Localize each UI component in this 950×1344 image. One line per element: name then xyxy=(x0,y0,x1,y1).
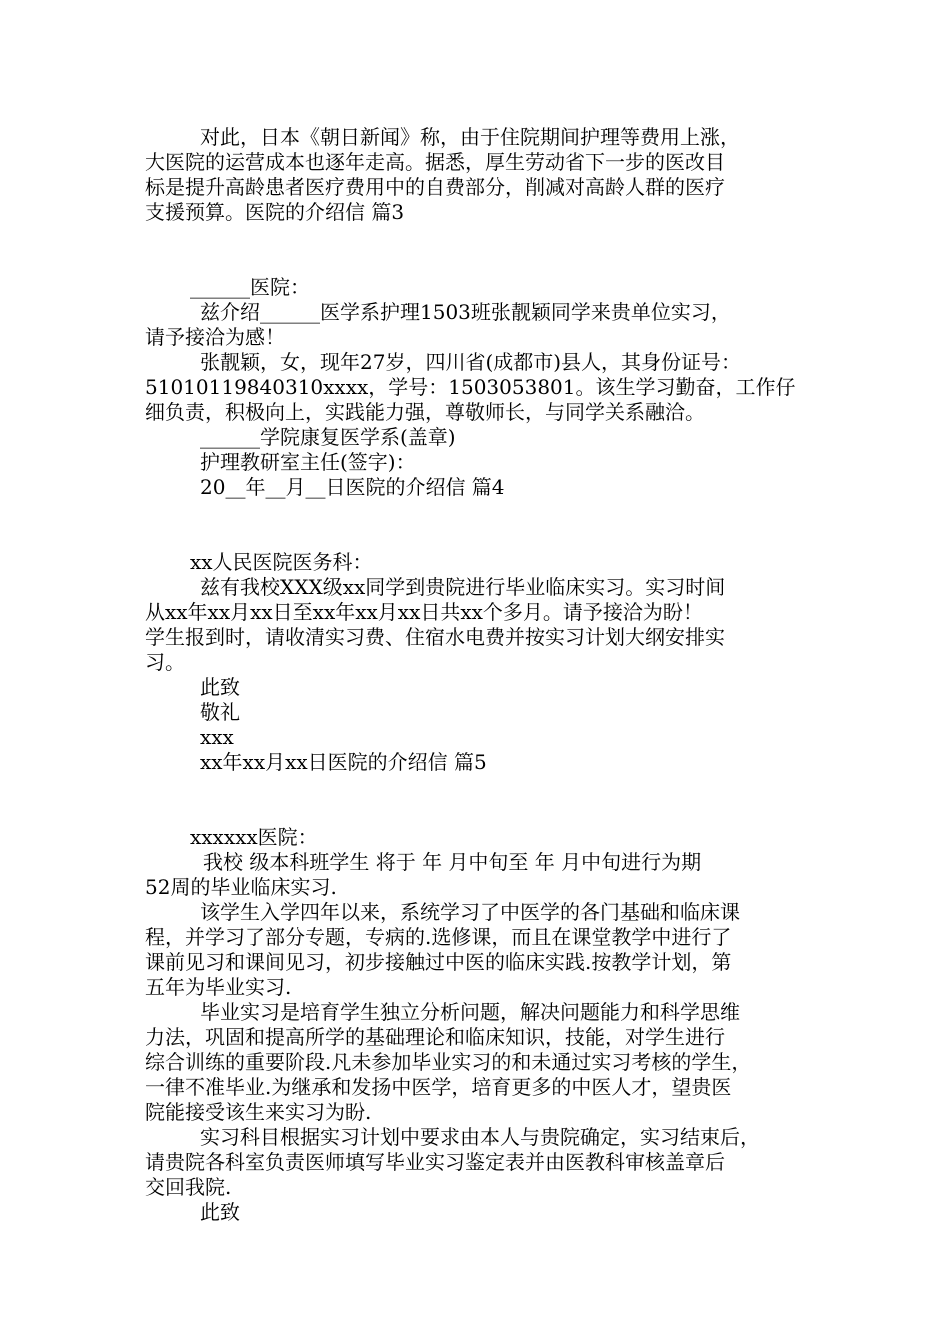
paragraph-line: 力法，巩固和提高所学的基础理论和临床知识，技能，对学生进行 xyxy=(145,1025,725,1049)
paragraph-line: 请贵院各科室负责医师填写毕业实习鉴定表并由医教科审核盖章后 xyxy=(145,1150,725,1174)
paragraph-line: 交回我院. xyxy=(145,1175,232,1199)
signature-title: 护理教研室主任(签字)： xyxy=(200,450,416,474)
paragraph-line: 院能接受该生来实习为盼. xyxy=(145,1100,372,1124)
paragraph-line: 五年为毕业实习. xyxy=(145,975,292,999)
paragraph-line: 兹有我校XXX级xx同学到贵院进行毕业临床实习。实习时间 xyxy=(200,575,726,599)
paragraph-line: 学生报到时，请收清实习费、住宿水电费并按实习计划大纲安排实 xyxy=(145,625,725,649)
paragraph-line: 52周的毕业临床实习. xyxy=(145,875,337,899)
paragraph-line: 课前见习和课间见习，初步接触过中医的临床实践.按教学计划，第 xyxy=(145,950,732,974)
paragraph-line: 综合训练的重要阶段.凡未参加毕业实习的和未通过实习考核的学生， xyxy=(145,1050,752,1074)
salutation: xxxxxx医院： xyxy=(190,825,318,849)
paragraph-line: 从xx年xx月xx日至xx年xx月xx日共xx个多月。请予接洽为盼！ xyxy=(145,600,703,624)
salutation: xx人民医院医务科： xyxy=(190,550,373,574)
date-line: 20__年__月__日医院的介绍信 篇4 xyxy=(200,475,505,499)
date-line: xx年xx月xx日医院的介绍信 篇5 xyxy=(200,750,487,774)
paragraph-line: 实习科目根据实习计划中要求由本人与贵院确定，实习结束后， xyxy=(200,1125,760,1149)
paragraph-line: 细负责，积极向上，实践能力强，尊敬师长，与同学关系融洽。 xyxy=(145,400,705,424)
paragraph-line: 对此，日本《朝日新闻》称，由于住院期间护理等费用上涨， xyxy=(200,125,740,149)
signature-org: ______学院康复医学系(盖章) xyxy=(200,425,456,449)
salutation: ______医院： xyxy=(190,275,310,299)
paragraph-line: 我校 级本科班学生 将于 年 月中旬至 年 月中旬进行为期 xyxy=(203,850,702,874)
paragraph-line: 大医院的运营成本也逐年走高。据悉，厚生劳动省下一步的医改目 xyxy=(145,150,725,174)
paragraph-line: 张靓颖，女，现年27岁，四川省(成都市)县人，其身份证号： xyxy=(200,350,742,374)
paragraph-line: 程，并学习了部分专题，专病的.选修课，而且在课堂教学中进行了 xyxy=(145,925,732,949)
closing-line: 此致 xyxy=(200,675,240,699)
paragraph-line: 习。 xyxy=(145,650,185,674)
paragraph-line: 毕业实习是培育学生独立分析问题，解决问题能力和科学思维 xyxy=(200,1000,740,1024)
paragraph-line: 支援预算。医院的介绍信 篇3 xyxy=(145,200,405,224)
closing-line: 此致 xyxy=(200,1200,240,1224)
paragraph-line: 请予接洽为感！ xyxy=(145,325,285,349)
paragraph-line: 该学生入学四年以来，系统学习了中医学的各门基础和临床课 xyxy=(200,900,740,924)
closing-line: 敬礼 xyxy=(200,700,240,724)
sender-line: xxx xyxy=(200,725,234,749)
paragraph-line: 一律不准毕业.为继承和发扬中医学，培育更多的中医人才，望贵医 xyxy=(145,1075,732,1099)
paragraph-line: 标是提升高龄患者医疗费用中的自费部分，削减对高龄人群的医疗 xyxy=(145,175,725,199)
paragraph-line: 兹介绍______医学系护理1503班张靓颖同学来贵单位实习， xyxy=(200,300,731,324)
paragraph-line: 51010119840310xxxx，学号：1503053801。该生学习勤奋，工作仔 xyxy=(145,375,796,399)
